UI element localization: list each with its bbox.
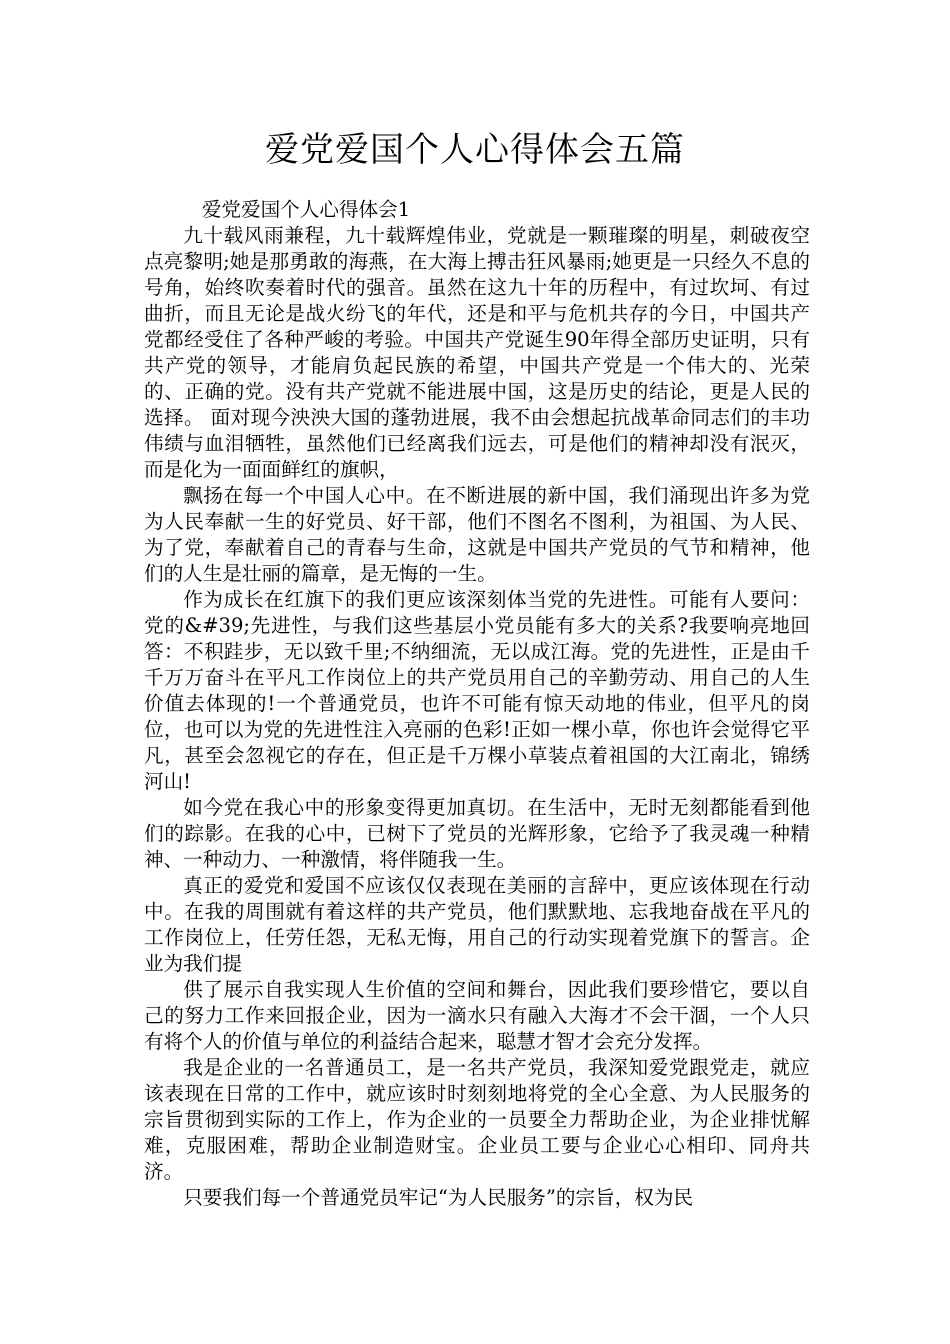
document-title: 爱党爱国个人心得体会五篇 <box>265 130 685 170</box>
document-body <box>144 197 810 1211</box>
paragraph: 供了展示自我实现人生价值的空间和舞台，因此我们要珍惜它，要以自己的努力工作来回报企业，因为一滴水只有融入大海才不会干涸，一个人只有将个人的价值与单位的利益结合起来，聪慧才智才会充分发挥。 <box>144 978 810 1053</box>
paragraph: 如今党在我心中的形象变得更加真切。在生活中，无时无刻都能看到他们的踪影。在我的心中，已树下了党员的光辉形象，它给予了我灵魂一种精神、一种动力、一种激情，将伴随我一生。 <box>144 796 810 871</box>
paragraph: 真正的爱党和爱国不应该仅仅表现在美丽的言辞中，更应该体现在行动中。在我的周围就有着这样的共产党员，他们默默地、忘我地奋战在平凡的工作岗位上，任劳任怨，无私无悔，用自己的行动实现着党旗下的誓言。企业为我们提 <box>144 874 810 975</box>
paragraph: 飘扬在每一个中国人心中。在不断进展的新中国，我们涌现出许多为党为人民奉献一生的好党员、好干部，他们不图名不图利，为祖国、为人民、为了党，奉献着自己的青春与生命，这就是中国共产党员的气节和精神，他们的人生是壮丽的篇章，是无悔的一生。 <box>144 484 810 585</box>
paragraph: 九十载风雨兼程，九十载辉煌伟业，党就是一颗璀璨的明星，刺破夜空点亮黎明;她是那勇敢的海燕，在大海上搏击狂风暴雨;她更是一只经久不息的号角，始终吹奏着时代的强音。虽然在这九十年的历程中，有过坎坷、有过曲折，而且无论是战火纷飞的年代，还是和平与危机共存的今日，中国共产党都经受住了各种严峻的考验。中国共产党诞生90年得全部历史证明，只有共产党的领导，才能肩负起民族的希望，中国共产党是一个伟大的、光荣的、正确的党。没有共产党就不能进展中国，这是历史的结论，更是人民的选择。 面对现今泱泱大国的蓬勃进展，我不由会想起抗战革命同志们的丰功伟绩与血泪牺牲，虽然他们已经离我们远去，可是他们的精神却没有泯灭，而是化为一面面鲜红的旗帜， <box>144 224 810 481</box>
paragraph: 作为成长在红旗下的我们更应该深刻体当党的先进性。可能有人要问：党的&#39;先进性，与我们这些基层小党员能有多大的关系?我要响亮地回答：不积跬步，无以致千里;不纳细流，无以成江海。党的先进性，正是由千千万万奋斗在平凡工作岗位上的共产党员用自己的辛勤劳动、用自己的人生价值去体现的!一个普通党员，也许不可能有惊天动地的伟业，但平凡的岗位，也可以为党的先进性注入亮丽的色彩!正如一棵小草，你也许会觉得它平凡，甚至会忽视它的存在，但正是千万棵小草装点着祖国的大江南北，锦绣河山! <box>144 588 810 793</box>
paragraph: 我是企业的一名普通员工，是一名共产党员，我深知爱党跟党走，就应该表现在日常的工作中，就应该时时刻刻地将党的全心全意、为人民服务的宗旨贯彻到实际的工作上，作为企业的一员要全力帮助企业，为企业排忧解难，克服困难，帮助企业制造财宝。企业员工要与企业心心相印、同舟共济。 <box>144 1056 810 1183</box>
paragraph: 只要我们每一个普通党员牢记“为人民服务”的宗旨，权为民 <box>183 1186 694 1209</box>
section-heading: 爱党爱国个人心得体会1 <box>201 198 411 221</box>
